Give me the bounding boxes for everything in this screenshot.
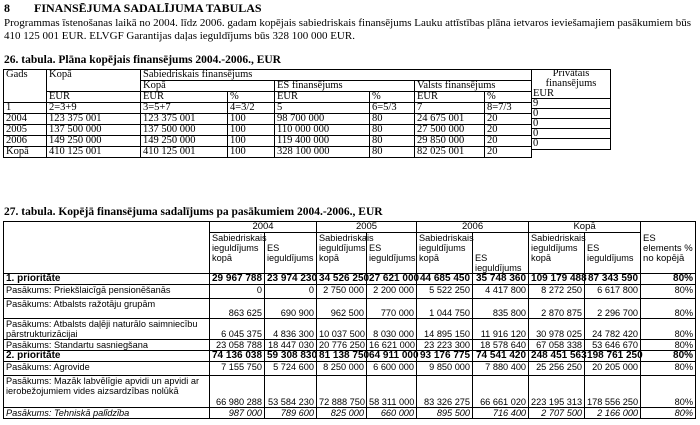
row-label: 2. prioritāte xyxy=(4,351,210,362)
cell: 1 xyxy=(4,103,47,114)
cell: 410 125 001 xyxy=(47,147,141,158)
header-sab-2006: Sabiedriskais ieguldījums kopā xyxy=(417,233,473,274)
table26-header-row1 xyxy=(4,70,532,81)
cell: 80% xyxy=(641,351,696,362)
row-label: Pasākums: Standartu sasniegšana xyxy=(4,340,210,351)
cell: 6 045 375 xyxy=(210,319,265,340)
table-row xyxy=(4,285,696,299)
table-27 xyxy=(3,221,696,419)
table-row xyxy=(4,362,696,376)
cell: 98 700 000 xyxy=(275,114,370,125)
cell: 25 256 250 xyxy=(529,362,585,376)
cell: 2 870 875 xyxy=(529,299,585,319)
header-es-2004: ES ieguldījums xyxy=(265,233,317,274)
header-year-total: Kopā xyxy=(529,222,641,233)
cell: 2 707 500 xyxy=(529,408,585,419)
cell: 80% xyxy=(641,376,696,408)
cell: 20 205 000 xyxy=(585,362,641,376)
header-year-2004: 2004 xyxy=(210,222,317,233)
cell: 149 250 000 xyxy=(141,136,228,147)
table-row xyxy=(4,136,532,147)
cell: 66 980 288 xyxy=(210,376,265,408)
cell: 29 967 788 xyxy=(210,274,265,285)
cell: 80% xyxy=(641,299,696,319)
cell: 137 500 000 xyxy=(141,125,228,136)
cell: 149 250 000 xyxy=(47,136,141,147)
cell: 10 037 500 xyxy=(317,319,367,340)
cell: 123 375 001 xyxy=(141,114,228,125)
cell: 100 xyxy=(228,125,275,136)
cell: 2006 xyxy=(4,136,47,147)
row-label: Pasākums: Tehniskā palīdzība xyxy=(4,408,210,419)
unit-eur: EUR xyxy=(533,88,554,99)
cell: 0 xyxy=(531,119,610,129)
cell: 74 136 038 xyxy=(210,351,265,362)
cell: 137 500 000 xyxy=(47,125,141,136)
header-es-total: ES ieguldījums xyxy=(585,233,641,274)
cell: 987 000 xyxy=(210,408,265,419)
cell: 2 166 000 xyxy=(585,408,641,419)
cell: 29 850 000 xyxy=(415,136,485,147)
cell: 20 xyxy=(485,136,532,147)
cell: 119 400 000 xyxy=(275,136,370,147)
cell: 23 058 788 xyxy=(210,340,265,351)
cell: 23 223 300 xyxy=(417,340,473,351)
cell: 690 900 xyxy=(265,299,317,319)
cell: 20 xyxy=(485,147,532,158)
cell: 2=3+9 xyxy=(47,103,141,114)
cell: 0 xyxy=(265,285,317,299)
cell: 9 xyxy=(531,99,610,109)
unit-eur: EUR xyxy=(275,92,370,103)
cell: 80% xyxy=(641,340,696,351)
cell: 20 xyxy=(485,114,532,125)
cell: 80% xyxy=(641,362,696,376)
cell: 27 621 000 xyxy=(367,274,417,285)
row-label: 1. prioritāte xyxy=(4,274,210,285)
table27-year-row xyxy=(4,222,696,233)
cell: 74 541 420 xyxy=(473,351,529,362)
cell: 223 195 313 xyxy=(529,376,585,408)
cell: 80 xyxy=(370,114,415,125)
row-label: Pasākums: Mazāk labvēlīgie apvidi un apvidi ar ierobežojumiem vides aizsardzības nolūkā xyxy=(4,376,210,408)
cell: 27 500 000 xyxy=(415,125,485,136)
cell: 1 044 750 xyxy=(417,299,473,319)
cell: 80 xyxy=(370,136,415,147)
header-es-2006: ES ieguldījums xyxy=(473,233,529,274)
cell: 4=3/2 xyxy=(228,103,275,114)
unit-eur: EUR xyxy=(141,92,228,103)
cell: 7 880 400 xyxy=(473,362,529,376)
table27-caption: 27. tabula. Kopējā finansējuma sadalījums pa pasākumiem 2004.-2006., EUR xyxy=(4,206,383,218)
cell: 83 326 275 xyxy=(417,376,473,408)
cell: 8=7/3 xyxy=(485,103,532,114)
cell: 5 xyxy=(275,103,370,114)
unit-eur: EUR xyxy=(415,92,485,103)
cell: 5 724 600 xyxy=(265,362,317,376)
table-row xyxy=(4,274,696,285)
row-label: Pasākums: Priekšlaicīgā pensionēšanās xyxy=(4,285,210,299)
row-label: Pasākums: Atbalsts daļēji naturālo saimniecību pārstrukturizācijai xyxy=(4,319,210,340)
cell: 789 600 xyxy=(265,408,317,419)
cell: 100 xyxy=(228,114,275,125)
cell: 248 451 563 xyxy=(529,351,585,362)
table-row xyxy=(4,408,696,419)
header-sab-2005: Sabiedriskais ieguldījums kopā xyxy=(317,233,367,274)
section-number: 8 xyxy=(4,1,10,15)
cell: 67 058 338 xyxy=(529,340,585,351)
table-row xyxy=(4,340,696,351)
cell: 18 447 030 xyxy=(265,340,317,351)
cell: 11 916 120 xyxy=(473,319,529,340)
cell: 23 974 230 xyxy=(265,274,317,285)
cell: 3=5+7 xyxy=(141,103,228,114)
cell: 863 625 xyxy=(210,299,265,319)
cell: 0 xyxy=(533,138,539,149)
cell: 66 661 020 xyxy=(473,376,529,408)
cell: 109 179 488 xyxy=(529,274,585,285)
unit-eur: EUR xyxy=(47,92,141,103)
section-title: FINANSĒJUMA SADALĪJUMA TABULAS xyxy=(34,1,262,15)
cell: 328 100 000 xyxy=(275,147,370,158)
unit-pct: % xyxy=(485,92,532,103)
cell: 7 xyxy=(415,103,485,114)
cell: 2 750 000 xyxy=(317,285,367,299)
cell: 64 911 000 xyxy=(367,351,417,362)
cell: 178 556 250 xyxy=(585,376,641,408)
row-label: Pasākums: Atbalsts ražotāju grupām xyxy=(4,299,210,319)
cell: 825 000 xyxy=(317,408,367,419)
table-row xyxy=(4,299,696,319)
cell: 198 761 250 xyxy=(585,351,641,362)
header-sab-2004: Sabiedriskais ieguldījums kopā xyxy=(210,233,265,274)
cell: 2 200 000 xyxy=(367,285,417,299)
cell: 835 800 xyxy=(473,299,529,319)
cell: 14 895 150 xyxy=(417,319,473,340)
cell: 53 646 670 xyxy=(585,340,641,351)
cell: 80 xyxy=(370,125,415,136)
cell: 35 748 360 xyxy=(473,274,529,285)
cell: 34 526 250 xyxy=(317,274,367,285)
cell: 0 xyxy=(531,109,610,119)
cell: 82 025 001 xyxy=(415,147,485,158)
cell: 0 xyxy=(210,285,265,299)
header-privatais-line2: finansējums xyxy=(545,78,597,89)
header-year-2006: 2006 xyxy=(417,222,529,233)
cell: 660 000 xyxy=(367,408,417,419)
cell: 6 617 800 xyxy=(585,285,641,299)
cell: 8 030 000 xyxy=(367,319,417,340)
cell: 4 417 800 xyxy=(473,285,529,299)
cell: 53 584 230 xyxy=(265,376,317,408)
header-privatais-line1: Privātais xyxy=(552,68,590,79)
cell: 100 xyxy=(228,136,275,147)
table-row xyxy=(4,114,532,125)
cell: 7 155 750 xyxy=(210,362,265,376)
cell: 81 138 750 xyxy=(317,351,367,362)
cell: 20 776 250 xyxy=(317,340,367,351)
cell: 2005 xyxy=(4,125,47,136)
header-gads: Gads xyxy=(4,70,47,103)
table26-caption: 26. tabula. Plāna kopējais finansējums 2004.-2006., EUR xyxy=(4,54,281,66)
header-valsts: Valsts finansējums xyxy=(415,81,532,92)
unit-pct: % xyxy=(370,92,415,103)
cell: 80% xyxy=(641,274,696,285)
table-row xyxy=(4,376,696,408)
table-row xyxy=(4,319,696,340)
cell: 110 000 000 xyxy=(275,125,370,136)
cell: Kopā xyxy=(4,147,47,158)
cell: 24 675 001 xyxy=(415,114,485,125)
section-heading xyxy=(4,2,694,15)
table26-private-column xyxy=(531,99,611,150)
cell: 6 600 000 xyxy=(367,362,417,376)
cell: 0 xyxy=(531,129,610,139)
cell: 123 375 001 xyxy=(47,114,141,125)
cell: 8 272 250 xyxy=(529,285,585,299)
cell: 30 978 025 xyxy=(529,319,585,340)
cell: 72 888 750 xyxy=(317,376,367,408)
cell: 5 522 250 xyxy=(417,285,473,299)
intro-paragraph: Programmas īstenošanas laikā no 2004. līdz 2006. gadam kopējais sabiedriskais finansējums Lauku attīstības plāna ietvaros ieviešamajiem pasākumiem būs 410 125 001 EUR. ELVGF Garantijas daļas ieguldījums būs 328 100 000 EUR. xyxy=(4,17,692,43)
cell: 6=5/3 xyxy=(370,103,415,114)
row-label: Pasākums: Agrovide xyxy=(4,362,210,376)
cell: 895 500 xyxy=(417,408,473,419)
cell: 16 621 000 xyxy=(367,340,417,351)
cell: 80% xyxy=(641,285,696,299)
header-sab-kopa: Kopā xyxy=(141,81,275,92)
cell: 962 500 xyxy=(317,299,367,319)
header-es-elements: ES elements % no kopējā xyxy=(641,222,696,274)
cell: 8 250 000 xyxy=(317,362,367,376)
cell: 59 308 830 xyxy=(265,351,317,362)
header-sab-total: Sabiedriskais ieguldījums kopā xyxy=(529,233,585,274)
cell: 100 xyxy=(228,147,275,158)
cell: 80% xyxy=(641,408,696,419)
header-privatais xyxy=(533,69,609,99)
cell: 80% xyxy=(641,319,696,340)
cell: 93 176 775 xyxy=(417,351,473,362)
table26-unit-row xyxy=(4,92,532,103)
table-row xyxy=(4,125,532,136)
header-year-2005: 2005 xyxy=(317,222,417,233)
table-row xyxy=(4,147,532,158)
table26-formula-row xyxy=(4,103,532,114)
cell: 44 685 450 xyxy=(417,274,473,285)
cell: 770 000 xyxy=(367,299,417,319)
cell: 4 836 300 xyxy=(265,319,317,340)
table-row xyxy=(4,351,696,362)
cell: 87 343 590 xyxy=(585,274,641,285)
cell: 20 xyxy=(485,125,532,136)
table-26 xyxy=(3,69,532,158)
cell: 9 850 000 xyxy=(417,362,473,376)
cell: 80 xyxy=(370,147,415,158)
cell: 18 578 640 xyxy=(473,340,529,351)
unit-pct: % xyxy=(228,92,275,103)
header-sabiedriskais: Sabiedriskais finansējums xyxy=(141,70,532,81)
cell: 2004 xyxy=(4,114,47,125)
cell: 410 125 001 xyxy=(141,147,228,158)
header-blank xyxy=(4,222,210,274)
header-es: ES finansējums xyxy=(275,81,415,92)
cell: 716 400 xyxy=(473,408,529,419)
cell: 24 782 420 xyxy=(585,319,641,340)
header-es-2005: ES ieguldījums xyxy=(367,233,417,274)
cell: 58 311 000 xyxy=(367,376,417,408)
cell: 2 296 700 xyxy=(585,299,641,319)
header-kopa: Kopā xyxy=(47,70,141,92)
